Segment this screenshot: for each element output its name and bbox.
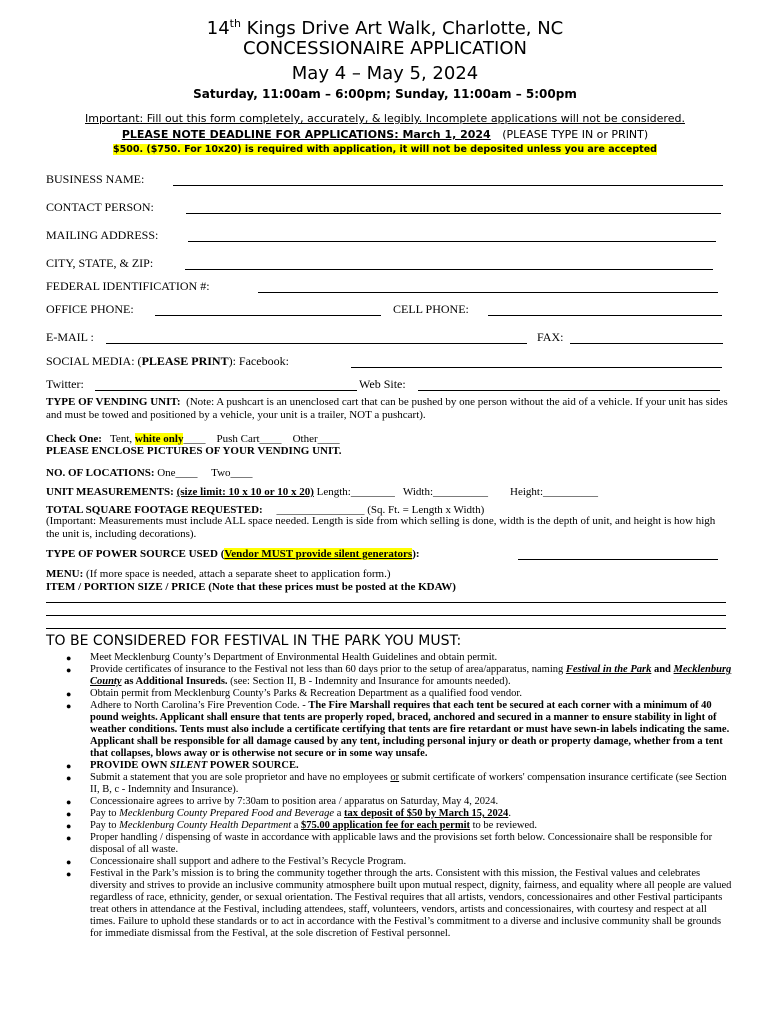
req-2b: Festival in the Park (565, 664, 652, 675)
power-suffix: ): (412, 548, 420, 560)
website-label: Web Site: (359, 377, 406, 391)
social-suffix: ): Facebook: (228, 354, 289, 368)
height-field[interactable]: Height:__________ (510, 486, 599, 498)
req-8d: tax deposit of $50 by March 15, 2024 (344, 808, 509, 819)
other-option[interactable]: Other____ (292, 433, 340, 445)
contact-person-label: CONTACT PERSON: (46, 200, 154, 214)
form-title: CONCESSIONAIRE APPLICATION (243, 38, 527, 59)
title-number: 14 (206, 18, 230, 39)
white-only-highlight: white only (134, 433, 184, 445)
email-field[interactable] (106, 343, 527, 344)
power-row (46, 547, 420, 561)
contact-person-field[interactable] (186, 213, 721, 214)
city-state-zip-label: CITY, STATE, & ZIP: (46, 256, 154, 270)
req-10: Proper handling / dispensing of waste in accordance with applicable laws and the provisions set forth below. Concessionaire shall be responsible for disposal of all waste. (90, 832, 713, 855)
location-one[interactable]: One____ (157, 467, 198, 479)
menu-row (46, 567, 391, 581)
tent-blank[interactable]: ____ (183, 433, 206, 445)
sqft-field[interactable]: ________________ (276, 504, 365, 516)
list-item: ● Pay to Mecklenburg County Prepared Food and Beverage a tax deposit of $50 by March 15, 2024. (66, 808, 511, 819)
fee-text: $500. ($750. For 10x20) is required with application, it will not be deposited unless you are accepted (113, 144, 657, 155)
menu-label: MENU: (46, 568, 84, 580)
social-prefix: SOCIAL MEDIA: ( (46, 354, 142, 368)
req-6b: or (390, 772, 400, 783)
req-2f: (see: Section II, B - Indemnity and Insurance for amounts needed). (230, 676, 511, 687)
list-item (66, 820, 732, 832)
federal-id-field[interactable] (258, 292, 718, 293)
list-item (66, 772, 732, 796)
vending-type-note: (Note: A pushcart is an unenclosed cart that can be pushed by one person without the aid of a vehicle. If your unit has sides and must be towed and positioned by a vehicle, your unit is a trailer, NOT a pushcart). (46, 396, 728, 421)
tent-option[interactable]: Tent, (109, 433, 133, 445)
event-hours: Saturday, 11:00am – 6:00pm; Sunday, 11:00am – 5:00pm (193, 87, 577, 101)
fax-field[interactable] (570, 343, 723, 344)
menu-note: (If more space is needed, attach a separate sheet to application form.) (86, 568, 391, 580)
list-item (66, 760, 732, 772)
bullet-icon: ● (66, 821, 72, 831)
req-5a: PROVIDE OWN (90, 760, 168, 771)
bullet-icon: ● (66, 797, 72, 807)
facebook-field[interactable] (351, 367, 722, 368)
bullet-icon: ● (66, 665, 72, 675)
list-item (66, 832, 732, 856)
power-label: TYPE OF POWER SOURCE USED ( (46, 548, 225, 560)
req-4b: The Fire Marshall requires that each tent be secured at each corner with a minimum of 40 pound weights. Applicant shall ensure that tents are properly roped, braced, anchored and secured in a manner to ensure stability in light of weather conditions. Tents must also include a certificate certifying that tents are fire retardant or must have sewn-in labels indicating the same. Applicant shall be responsible for all damage caused by any tent, including personal injury or death or property damage, whether from a tent that collapses, blows away or is otherwise not secure or in some way unsafe. (90, 700, 730, 759)
bullet-icon: ● (66, 653, 72, 663)
req-2d: Mecklenburg County (90, 664, 732, 687)
measurements-row (46, 485, 598, 499)
list-item (66, 868, 732, 940)
business-name-field[interactable] (173, 185, 723, 186)
list-item (66, 856, 732, 868)
power-highlight: Vendor MUST provide silent generators (224, 548, 413, 560)
req-2c: and (653, 664, 671, 675)
measurements-label: UNIT MEASUREMENTS: (46, 486, 174, 498)
list-item (66, 688, 732, 700)
menu-line-3[interactable] (46, 628, 726, 629)
cell-phone-field[interactable] (488, 315, 722, 316)
list-item (66, 664, 732, 688)
location-two[interactable]: Two____ (211, 467, 253, 479)
vending-type-paragraph (46, 396, 728, 422)
requirements-list (66, 652, 732, 940)
deadline-text: PLEASE NOTE DEADLINE FOR APPLICATIONS: March 1, 2024 (121, 128, 491, 141)
locations-label: NO. OF LOCATIONS: (46, 467, 155, 479)
check-one-label: Check One: (46, 433, 102, 445)
sqft-label: TOTAL SQUARE FOOTAGE REQUESTED: (46, 504, 263, 516)
bullet-icon: ● (66, 869, 72, 879)
bullet-icon: ● (66, 689, 72, 699)
bullet-icon: ● (66, 701, 72, 711)
social-media-label (46, 354, 289, 368)
req-5b: SILENT (169, 760, 208, 771)
business-name-label: BUSINESS NAME: (46, 172, 145, 186)
req-5c: POWER SOURCE. (209, 760, 299, 771)
bullet-icon: ● (66, 809, 72, 819)
type-note: (PLEASE TYPE IN or PRINT) (502, 128, 649, 141)
bullet-icon: ● (66, 857, 72, 867)
bullet-icon: ● (66, 833, 72, 843)
req-9b: Mecklenburg County Health Department (119, 820, 292, 831)
event-dates: May 4 – May 5, 2024 (291, 63, 479, 84)
req-9c: a (293, 820, 299, 831)
website-field[interactable] (418, 390, 720, 391)
fee-note (0, 143, 770, 157)
bullet-icon: ● (66, 773, 72, 783)
req-6c: submit certificate of workers' compensation insurance certificate (see Section II, B, c - Indemnity and Insurance). (90, 772, 727, 795)
vending-type-label: TYPE OF VENDING UNIT: (46, 396, 181, 408)
req-9a: Pay to (90, 820, 117, 831)
bullet-icon: ● (66, 761, 72, 771)
twitter-label: Twitter: (46, 377, 84, 391)
cell-phone-label: CELL PHONE: (393, 302, 469, 316)
width-field[interactable]: Width:__________ (402, 486, 489, 498)
req-1: Meet Mecklenburg County’s Department of Environmental Health Guidelines and obtain permit. (90, 652, 498, 663)
push-cart-option[interactable]: Push Cart____ (216, 433, 282, 445)
req-12: Festival in the Park’s mission is to bring the community together through the arts. Consistent with this mission, the Festival values and celebrates diversity and strives to provide an inclusive community atmosphere built upon mutual respect, dignity, fairness, and equality where all people are valued regardless of race, ethnicity, gender, or sexual orientation. The Festival requires that all artists, vendors, concessionaires and other Festival participants treat others in attendance at the Festival, including attendees, staff, volunteers, vendors, artists and concessionaires, with courtesy and respect at all times. Failure to uphold these standards or to act in accordance with the Festival’s commitment to a diverse and inclusive community shall be grounds for immediate dismissal from the Festival, at the sole discretion of Festival personnel. (90, 868, 732, 939)
office-phone-label: OFFICE PHONE: (46, 302, 134, 316)
req-7: Concessionaire agrees to arrive by 7:30am to position area / apparatus on Saturday, May 4, 2024. (90, 796, 499, 807)
mailing-address-label: MAILING ADDRESS: (46, 228, 159, 242)
length-field[interactable]: Length:________ (316, 486, 395, 498)
title-sup: th (229, 17, 241, 30)
size-limit: (size limit: 10 x 10 or 10 x 20) (176, 486, 314, 498)
req-8c: a (336, 808, 342, 819)
requirements-heading: TO BE CONSIDERED FOR FESTIVAL IN THE PARK YOU MUST: (46, 633, 462, 649)
menu-line-2[interactable] (46, 615, 726, 616)
req-6a: Submit a statement that you are sole proprietor and have no employees (90, 772, 388, 783)
deadline-line (0, 128, 770, 142)
menu-line-1[interactable] (46, 602, 726, 603)
title-text: Kings Drive Art Walk, Charlotte, NC (240, 18, 564, 39)
power-source-field[interactable] (518, 559, 718, 560)
req-9d: $75.00 application fee for each permit (301, 820, 470, 831)
list-item (66, 652, 732, 664)
item-label: ITEM / PORTION SIZE / PRICE (Note that these prices must be posted at the KDAW) (46, 581, 456, 593)
email-label: E-MAIL : (46, 330, 94, 344)
req-2a: Provide certificates of insurance to the Festival not less than 60 days prior to the setup of area/apparatus, naming (90, 664, 564, 675)
federal-id-label: FEDERAL IDENTIFICATION #: (46, 279, 210, 293)
sqft-important: (Important: Measurements must include ALL space needed. Length is side from which selling is done, width is the depth of unit, and height is how high the unit is, including decorations). (46, 515, 716, 540)
req-9e: to be reviewed. (472, 820, 538, 831)
req-4a: Adhere to North Carolina’s Fire Prevention Code. - (90, 700, 306, 711)
twitter-field[interactable] (95, 390, 357, 391)
locations-row (46, 466, 253, 480)
req-8a: Pay to (90, 808, 117, 819)
list-item (66, 796, 732, 808)
mailing-address-field[interactable] (188, 241, 716, 242)
important-note: Important: Fill out this form completely, accurately, & legibly. Incomplete applications will not be considered. (85, 112, 685, 125)
list-item (66, 700, 732, 760)
req-8b: Mecklenburg County Prepared Food and Beverage (119, 808, 335, 819)
req-3: Obtain permit from Mecklenburg County’s Parks & Recreation Department as a qualified food vendor. (90, 688, 522, 699)
req-11: Concessionaire shall support and adhere to the Festival’s Recycle Program. (90, 856, 407, 867)
req-2e: as Additional Insureds. (124, 676, 228, 687)
sqft-note: (Sq. Ft. = Length x Width) (367, 504, 485, 516)
fax-label: FAX: (537, 330, 564, 344)
office-phone-field[interactable] (155, 315, 381, 316)
city-state-zip-field[interactable] (185, 269, 713, 270)
enclose-pictures: PLEASE ENCLOSE PICTURES OF YOUR VENDING UNIT. (46, 445, 342, 457)
social-bold: PLEASE PRINT (141, 354, 229, 368)
